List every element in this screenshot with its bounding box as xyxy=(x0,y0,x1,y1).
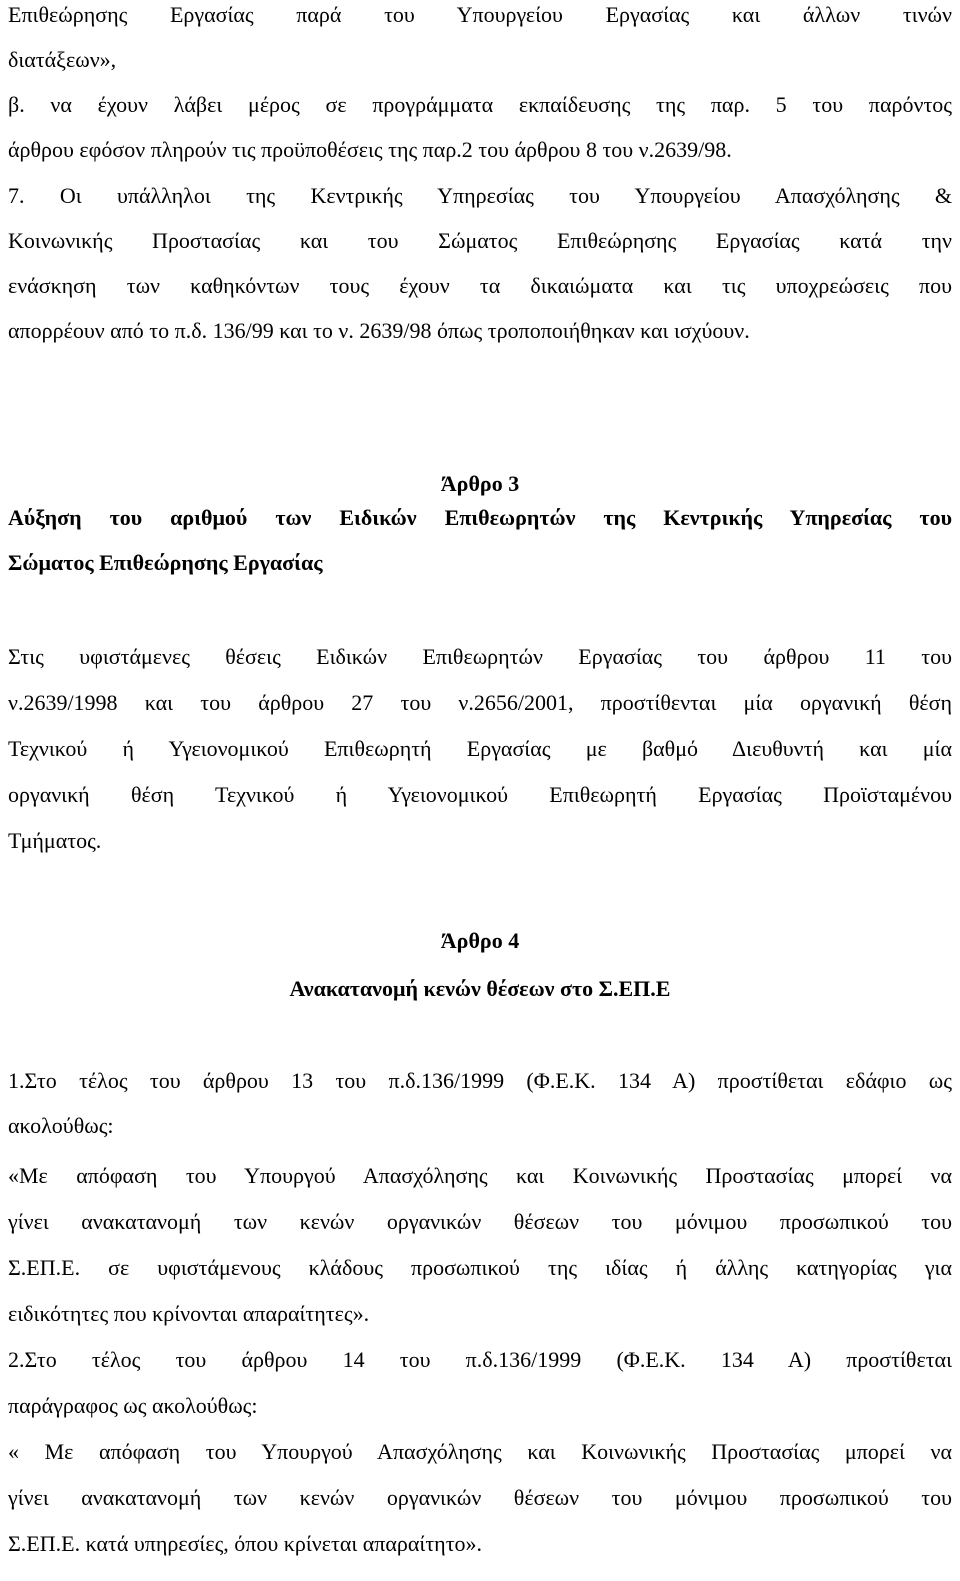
article-4-body-line: παράγραφος ως ακολούθως: xyxy=(8,1393,258,1418)
intro-line: Επιθεώρησης Εργασίας παρά του Υπουργείου Εργασίας και άλλων τινών xyxy=(8,2,952,27)
article-4-body-line: γίνει ανακατανομή των κενών οργανικών θέσεων του μόνιμου προσωπικού του xyxy=(8,1485,952,1510)
intro-line: 7. Οι υπάλληλοι της Κεντρικής Υπηρεσίας του Υπουργείου Απασχόλησης & xyxy=(8,183,952,208)
article-3-body-line: οργανική θέση Τεχνικού ή Υγειονομικού Επιθεωρητή Εργασίας Προϊσταμένου xyxy=(8,782,952,807)
article-4-body-line: Σ.ΕΠ.Ε. κατά υπηρεσίες, όπου κρίνεται απαραίτητο». xyxy=(8,1531,483,1556)
article-3-body-line: ν.2639/1998 και του άρθρου 27 του ν.2656/2001, προστίθενται μία οργανική θέση xyxy=(8,690,952,715)
article-3-title-line: Σώματος Επιθεώρησης Εργασίας xyxy=(8,550,323,575)
article-3-heading: Άρθρο 3 xyxy=(440,471,520,496)
article-4-body-line: ακολούθως: xyxy=(8,1113,114,1138)
article-4-body-line: Σ.ΕΠ.Ε. σε υφιστάμενους κλάδους προσωπικού της ιδίας ή άλλης κατηγορίας για xyxy=(8,1255,952,1280)
intro-line: Κοινωνικής Προστασίας και του Σώματος Επιθεώρησης Εργασίας κατά την xyxy=(8,228,952,253)
intro-line: απορρέουν από το π.δ. 136/99 και το ν. 2639/98 όπως τροποποιήθηκαν και ισχύουν. xyxy=(8,318,750,343)
article-4-body-line: « Με απόφαση του Υπουργού Απασχόλησης και Κοινωνικής Προστασίας μπορεί να xyxy=(8,1439,952,1464)
intro-line: ενάσκηση των καθηκόντων τους έχουν τα δικαιώματα και τις υποχρεώσεις που xyxy=(8,273,952,298)
article-4-title: Ανακατανομή κενών θέσεων στο Σ.ΕΠ.Ε xyxy=(289,976,671,1001)
article-4-body-line: 2.Στο τέλος του άρθρου 14 του π.δ.136/1999 (Φ.Ε.Κ. 134 Α) προστίθεται xyxy=(8,1347,952,1372)
intro-line: β. να έχουν λάβει μέρος σε προγράμματα εκπαίδευσης της παρ. 5 του παρόντος xyxy=(8,92,952,117)
article-3-body-line: Τεχνικού ή Υγειονομικού Επιθεωρητή Εργασίας με βαθμό Διευθυντή και μία xyxy=(8,736,952,761)
article-4-body-line: 1.Στο τέλος του άρθρου 13 του π.δ.136/1999 (Φ.Ε.Κ. 134 Α) προστίθεται εδάφιο ως xyxy=(8,1068,952,1093)
article-3-body-line: Στις υφιστάμενες θέσεις Ειδικών Επιθεωρητών Εργασίας του άρθρου 11 του xyxy=(8,644,952,669)
article-4-body-line: «Με απόφαση του Υπουργού Απασχόλησης και Κοινωνικής Προστασίας μπορεί να xyxy=(8,1163,952,1188)
intro-line: διατάξεων», xyxy=(8,47,117,72)
article-4-body-line: γίνει ανακατανομή των κενών οργανικών θέσεων του μόνιμου προσωπικού του xyxy=(8,1209,952,1234)
article-3-title-line: Αύξηση του αριθμού των Ειδικών Επιθεωρητών της Κεντρικής Υπηρεσίας του xyxy=(8,505,952,530)
article-4-heading: Άρθρο 4 xyxy=(440,928,520,953)
article-3-body-line: Τμήματος. xyxy=(8,828,102,853)
article-4-body-line: ειδικότητες που κρίνονται απαραίτητες». xyxy=(8,1301,370,1326)
intro-line: άρθρου εφόσον πληρούν τις προϋποθέσεις της παρ.2 του άρθρου 8 του ν.2639/98. xyxy=(8,137,732,162)
